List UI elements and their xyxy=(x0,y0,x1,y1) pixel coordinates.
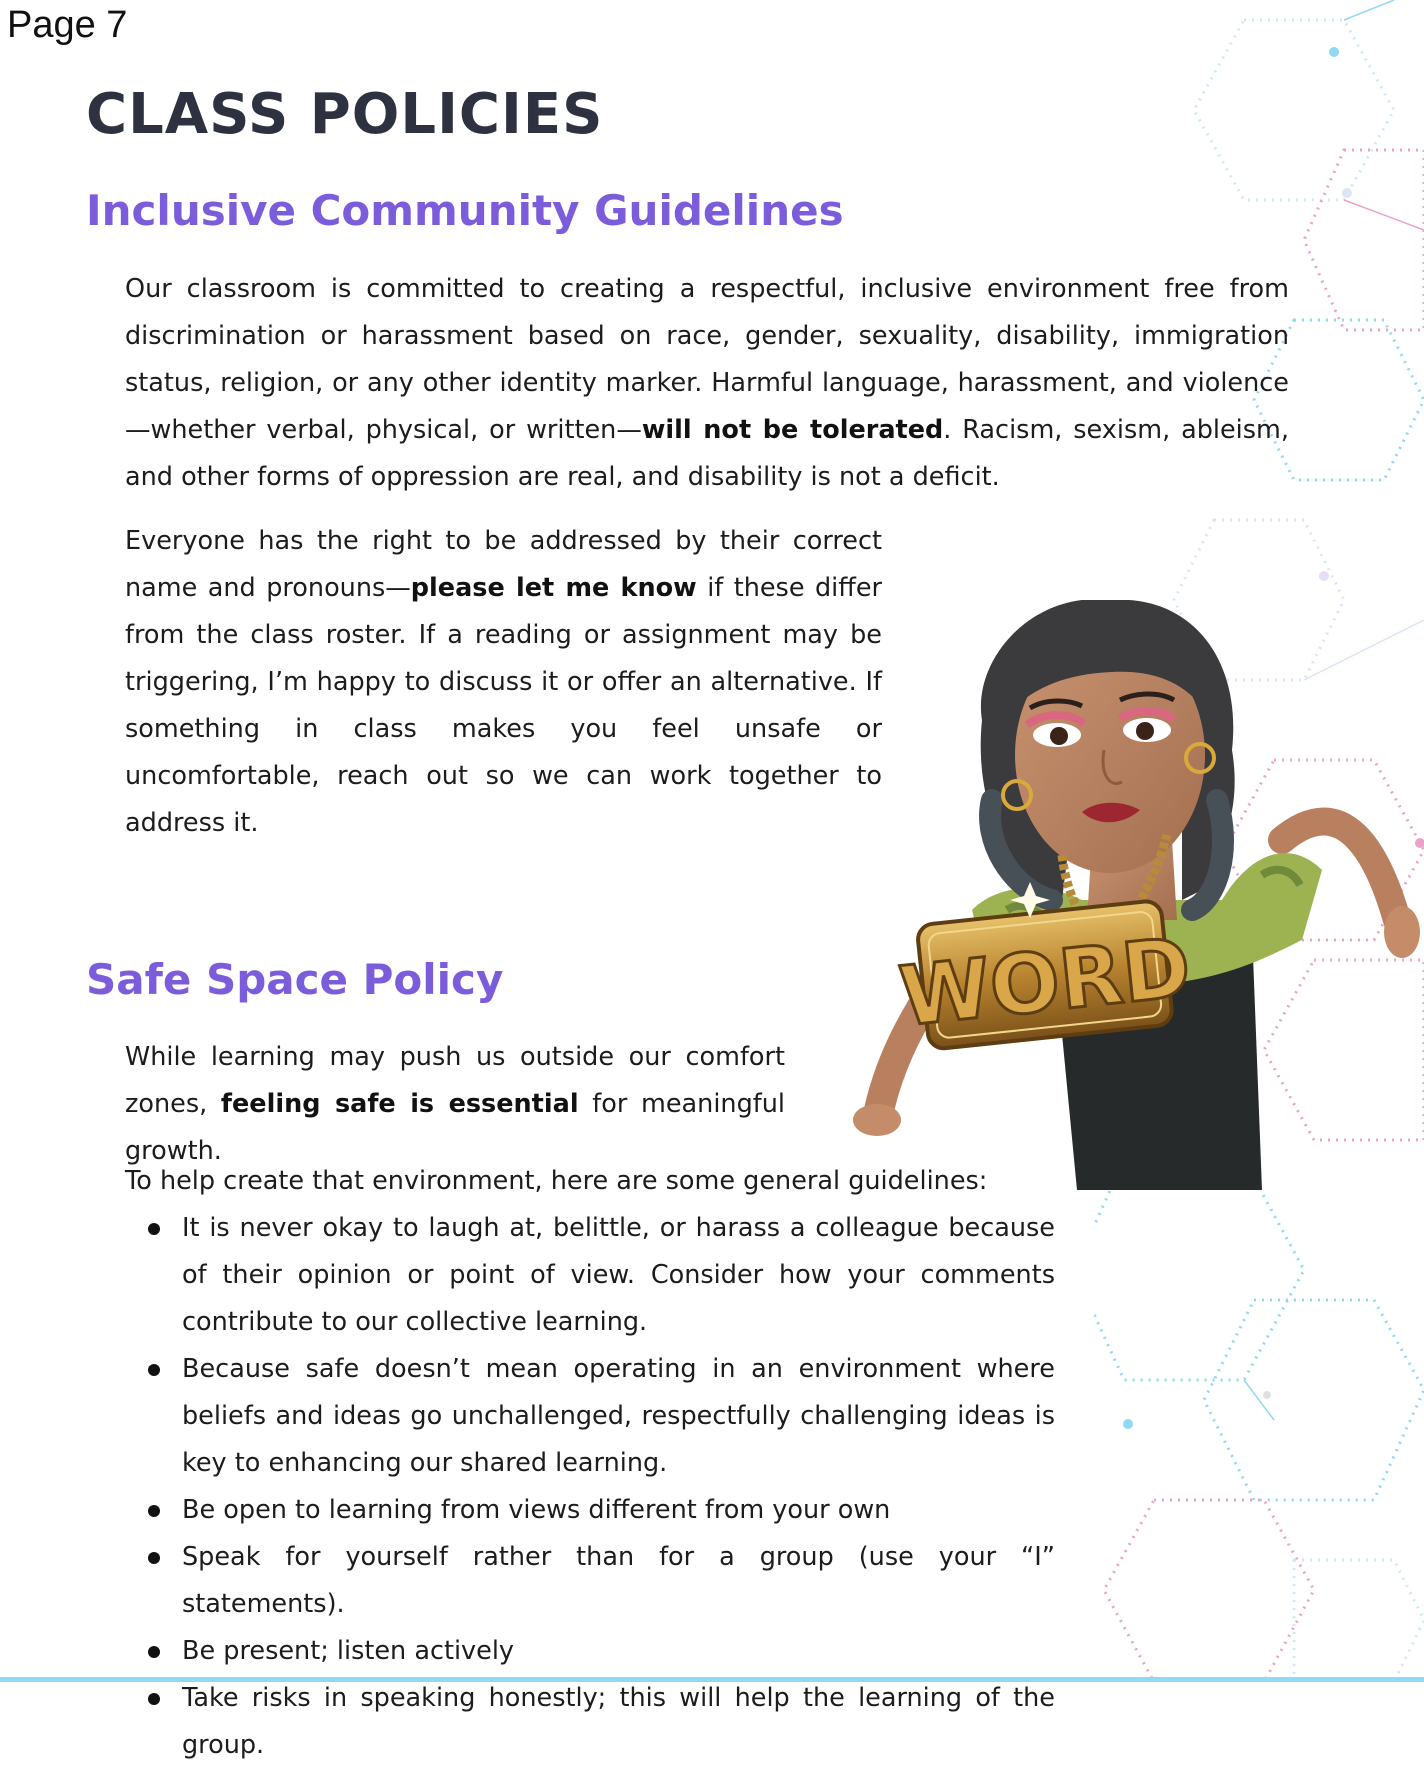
list-item: Take risks in speaking honestly; this will help the learning of the group. xyxy=(140,1675,1055,1769)
guidelines-intro: To help create that environment, here are some general guidelines: xyxy=(125,1166,988,1196)
bullet-icon xyxy=(148,1364,160,1376)
bottom-border xyxy=(0,1677,1424,1682)
list-item: It is never okay to laugh at, belittle, or harass a colleague because of their opinion or point of view. Consider how your comments contribute to our collective learning. xyxy=(140,1205,1055,1346)
page-number: Page 7 xyxy=(7,4,128,46)
list-item: Speak for yourself rather than for a group (use your “I” statements). xyxy=(140,1534,1055,1628)
safe-space-paragraph: While learning may push us outside our comfort zones, feeling safe is essential for meaningful growth. xyxy=(125,1042,785,1166)
sign-text: WORD xyxy=(895,920,1196,1046)
guidelines-list xyxy=(140,1205,1055,1769)
bullet-icon xyxy=(148,1693,160,1705)
page-title: CLASS POLICIES xyxy=(86,82,604,147)
list-item: Because safe doesn’t mean operating in an environment where beliefs and ideas go unchallenged, respectfully challenging ideas is key to enhancing our shared learning. xyxy=(140,1346,1055,1487)
list-item: Be open to learning from views different from your own xyxy=(140,1487,1055,1534)
list-item: Be present; listen actively xyxy=(140,1628,1055,1675)
safe-space-heading: Safe Space Policy xyxy=(86,955,504,1004)
inclusive-paragraph-1: Our classroom is committed to creating a respectful, inclusive environment free from discrimination or harassment based on race, gender, sexuality, disability, immigration status, religion, or any other identity marker. Harmful language, harassment, and violence—whether verbal, physical, or written—will not be tolerated. Racism, sexism, ableism, and other forms of oppression are real, and disability is not a deficit. xyxy=(125,274,1289,492)
bullet-icon xyxy=(148,1552,160,1564)
bullet-icon xyxy=(148,1223,160,1235)
inclusive-paragraph-2: Everyone has the right to be addressed by their correct name and pronouns—please let me know if these differ from the class roster. If a reading or assignment may be triggering, I’m happy to discuss it or offer an alternative. If something in class makes you feel unsafe or uncomfortable, reach out so we can work together to address it. xyxy=(125,526,882,838)
bullet-icon xyxy=(148,1646,160,1658)
inclusive-guidelines-heading: Inclusive Community Guidelines xyxy=(86,186,844,235)
bullet-icon xyxy=(148,1505,160,1517)
avatar-illustration xyxy=(822,600,1422,1190)
